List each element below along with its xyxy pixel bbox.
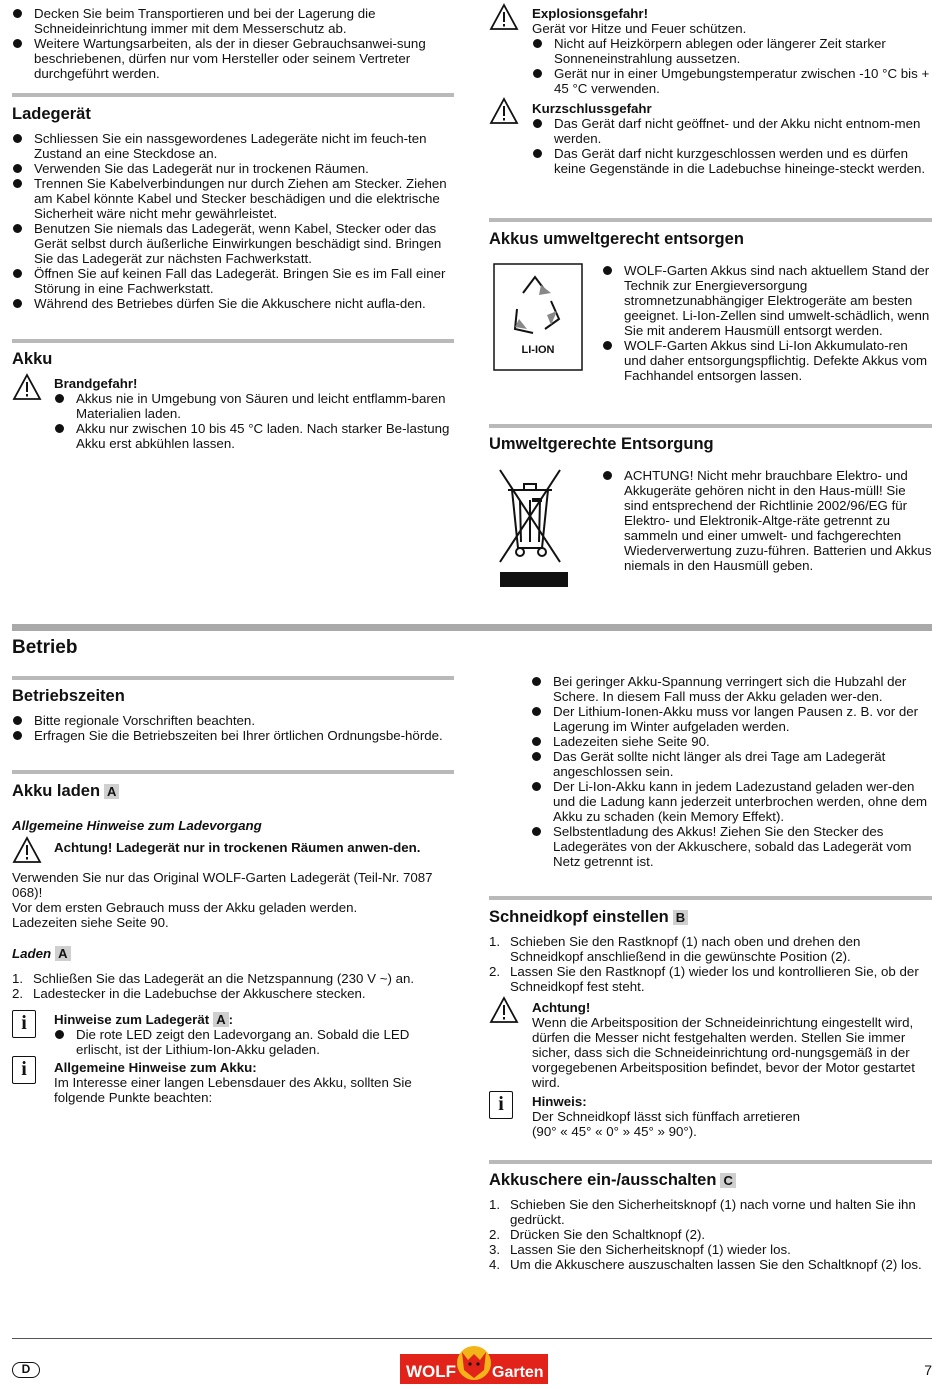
laden-info-text: [12, 870, 454, 930]
list-item: Das Gerät darf nicht geöffnet- und der Akku nicht entnom-men werden.: [532, 116, 934, 146]
subsection-title-allgemeine-hinweise: Allgemeine Hinweise zum Ladevorgang: [12, 818, 262, 833]
schneidkopf-hinweis: [532, 1094, 932, 1139]
warning-triangle-icon: [12, 373, 42, 401]
heading-text: Akku laden: [12, 782, 101, 800]
subsection-title-laden: [12, 946, 71, 961]
list-item: 3. Lassen Sie den Sicherheitsknopf (1) wieder los.: [489, 1242, 791, 1257]
ladegeraet-section: [12, 131, 454, 311]
left-column-top: [12, 6, 452, 81]
explosion-warning: [532, 6, 934, 96]
schneidkopf-step-list: [489, 934, 932, 994]
akku-bullet-list: [54, 391, 454, 451]
umweltgerechte-bullet-list: [602, 468, 932, 573]
hinweis-positions: (90° « 45° « 0° » 45° » 90°).: [532, 1124, 697, 1139]
info-icon: i: [12, 1056, 36, 1084]
list-item: Während des Betriebes dürfen Sie die Akkuschere nicht aufla-den.: [12, 296, 454, 311]
chapter-rule: [12, 624, 932, 631]
laden-step-list: [12, 971, 454, 1001]
list-item: Das Gerät darf nicht kurzgeschlossen werden und es dürfen keine Gegenstände in die Ladebuchse hineinge-steckt werden.: [532, 146, 934, 176]
hinweise-ladegeraet: [54, 1012, 454, 1057]
achtung-title: Achtung!: [532, 1000, 591, 1015]
explosion-bullet-list: [532, 36, 934, 96]
list-item: 1. Schieben Sie den Sicherheitsknopf (1) nach vorne und halten Sie ihn gedrückt.: [489, 1197, 916, 1227]
heading-text: Akkuschere ein-/ausschalten: [489, 1171, 717, 1189]
warning-title: Explosionsgefahr!: [532, 6, 648, 21]
section-rule: [12, 93, 454, 97]
page-number: 7: [924, 1362, 932, 1378]
akku-hinweise-title: Allgemeine Hinweise zum Akku:: [54, 1060, 257, 1075]
warning-triangle-icon: [489, 97, 519, 125]
figure-reference-tag: A: [55, 946, 70, 961]
ladegeraet-bullet-list: [12, 131, 454, 311]
list-item: WOLF-Garten Akkus sind nach aktuellem Stand der Technik zur Energieversorgung stromnetzunabhängiger Elektrogeräte am besten geeignet. Li-Ion-Zellen sind umwelt-schädlich, wenn Sie mit anderem Hausmüll entsorgt werden.: [602, 263, 932, 338]
schneidkopf-steps: [489, 934, 932, 994]
section-title-akku-laden: [12, 781, 119, 801]
list-item: Der Lithium-Ionen-Akku muss vor langen Pausen z. B. vor der Lagerung im Winter aufgeladen werden.: [531, 704, 933, 734]
warning-title: Kurzschlussgefahr: [532, 101, 652, 116]
section-rule: [489, 896, 932, 900]
li-ion-recycling-icon: [493, 263, 583, 371]
figure-reference-tag: C: [720, 1173, 735, 1188]
list-item: Weitere Wartungsarbeiten, als der in dieser Gebrauchsanwei-sung beschriebenen, dürfen nur vom Hersteller oder seinem Vertreter durchgeführt werden.: [12, 36, 452, 81]
section-rule: [12, 339, 454, 343]
list-item: Ladezeiten siehe Seite 90.: [531, 734, 933, 749]
short-circuit-warning: [532, 101, 934, 176]
list-item: Bei geringer Akku-Spannung verringert sich die Hubzahl der Schere. In diesem Fall muss der Akku geladen wer-den.: [531, 674, 933, 704]
hinweis-text: Der Schneidkopf lässt sich fünffach arretieren: [532, 1109, 801, 1124]
akkus-entsorgen-text: [602, 263, 932, 383]
schalten-step-list: [489, 1197, 932, 1272]
list-item: Der Li-Ion-Akku kann in jedem Ladezustand geladen wer-den und die Ladung kann jederzeit unterbrochen werden, ohne dem Akku zu schaden (kein Memory Effekt).: [531, 779, 933, 824]
list-item: 1. Schieben Sie den Rastknopf (1) nach oben und drehen den Schneidkopf anschließend in die gewünschte Position (2).: [489, 934, 861, 964]
list-item: Nicht auf Heizkörpern ablegen oder längerer Zeit starker Sonneneinstrahlung aussetzen.: [532, 36, 934, 66]
list-item: Schliessen Sie ein nassgewordenes Ladegeräte nicht im feuch-ten Zustand an eine Steckdose an.: [12, 131, 454, 161]
section-title-akkus-entsorgen: Akkus umweltgerecht entsorgen: [489, 230, 744, 248]
warning-title: Brandgefahr!: [54, 376, 138, 391]
figure-reference-tag: A: [104, 784, 119, 799]
weee-bin-icon: [490, 462, 570, 590]
short-circuit-bullet-list: [532, 116, 934, 176]
section-rule: [12, 676, 454, 680]
list-item: 2. Drücken Sie den Schaltknopf (2).: [489, 1227, 706, 1242]
section-rule: [489, 218, 932, 222]
logo-garten-text: Garten: [492, 1364, 544, 1381]
intro-bullet-list: [12, 6, 452, 81]
list-item: Trennen Sie Kabelverbindungen nur durch Ziehen am Stecker. Ziehen am Kabel könnte Kabel und Stecker beschädigen und die elektrische Sicherheit wäre nicht mehr gewährleistet.: [12, 176, 454, 221]
list-item: WOLF-Garten Akkus sind Li-Ion Akkumulato-ren und daher entsorgungspflichtig. Defekte Akkus vom Fachhandel entsorgen lassen.: [602, 338, 932, 383]
wolf-garten-logo: [400, 1346, 548, 1386]
list-item: Die rote LED zeigt den Ladevorgang an. Sobald die LED erlischt, ist der Lithium-Ion-Akku geladen.: [54, 1027, 454, 1057]
list-item: Decken Sie beim Transportieren und bei der Lagerung die Schneideinrichtung immer mit dem Messerschutz ab.: [12, 6, 452, 36]
list-item: 1. Schließen Sie das Ladegerät an die Netzspannung (230 V ~) an.: [12, 971, 415, 986]
akku-hinweise: [54, 1060, 454, 1105]
list-item: Akkus nie in Umgebung von Säuren und leicht entflamm-baren Materialien laden.: [54, 391, 454, 421]
betriebszeiten-section: [12, 713, 454, 743]
list-item: Öffnen Sie auf keinen Fall das Ladegerät. Bringen Sie es im Fall einer Störung in eine Fachwerkstatt.: [12, 266, 454, 296]
warning-triangle-icon: [489, 3, 519, 31]
section-title-schneidkopf: [489, 907, 688, 927]
hinweise-title: Hinweise zum Ladegerät A :: [54, 1012, 234, 1027]
recycle-label: LI-ION: [521, 344, 555, 356]
first-use-text: Vor dem ersten Gebrauch muss der Akku geladen werden.: [12, 900, 358, 915]
hinweise-bullet-list: [54, 1027, 454, 1057]
list-item: Akku nur zwischen 10 bis 45 °C laden. Nach starker Be-lastung Akku erst abkühlen lassen.: [54, 421, 454, 451]
section-title-umweltgerechte: Umweltgerechte Entsorgung: [489, 435, 714, 453]
section-rule: [489, 424, 932, 428]
laden-steps: [12, 971, 454, 1001]
section-title-akku: Akku: [12, 350, 53, 368]
umweltgerechte-text: [602, 468, 932, 573]
betriebszeiten-bullet-list: [12, 713, 454, 743]
footer-rule: [12, 1338, 932, 1339]
section-rule: [12, 770, 454, 774]
list-item: Benutzen Sie niemals das Ladegerät, wenn Kabel, Stecker oder das Gerät selbst durch äußerliche Einwirkungen beschädigt sind. Bringen Sie das Ladegerät zur nächsten Fachwerkstatt.: [12, 221, 454, 266]
schneidkopf-achtung: [532, 1000, 932, 1090]
section-rule: [489, 1160, 932, 1164]
section-title-ladegeraet: Ladegerät: [12, 105, 91, 123]
chapter-title-betrieb: Betrieb: [12, 637, 78, 658]
list-item: Gerät nur in einer Umgebungstemperatur zwischen -10 °C bis + 45 °C verwenden.: [532, 66, 934, 96]
hinweis-title: Hinweis:: [532, 1094, 587, 1109]
figure-reference-tag: B: [673, 910, 688, 925]
list-item: 2. Lassen Sie den Rastknopf (1) wieder los und kontrollieren Sie, ob der Schneidkopf fest steht.: [489, 964, 919, 994]
heading-text: Laden: [12, 946, 52, 961]
section-title-akkuschere-schalten: [489, 1170, 736, 1190]
list-item: Bitte regionale Vorschriften beachten.: [12, 713, 454, 728]
list-item: Verwenden Sie das Ladegerät nur in trockenen Räumen.: [12, 161, 454, 176]
warning-triangle-icon: [12, 836, 42, 864]
akku-warning: [54, 376, 454, 451]
akkus-entsorgen-bullet-list: [602, 263, 932, 383]
warning-triangle-icon: [489, 996, 519, 1024]
section-title-betriebszeiten: Betriebszeiten: [12, 687, 125, 705]
akku-tips-section: [531, 674, 933, 869]
akku-hinweise-text: Im Interesse einer langen Lebensdauer des Akku, sollten Sie folgende Punkte beachten:: [54, 1075, 412, 1105]
figure-reference-tag: A: [213, 1012, 228, 1027]
list-item: Erfragen Sie die Betriebszeiten bei Ihrer örtlichen Ordnungsbe-hörde.: [12, 728, 454, 743]
list-item: ACHTUNG! Nicht mehr brauchbare Elektro- und Akkugeräte gehören nicht in den Haus-müll! Sie sind entsprechend der Richtlinie 2002/96/EG für Elektro- und Elektronik-Altge-räte getrennt zu sammeln und einer umwelt- und fachgerechten Wiederverwertung zuzu-führen. Batterien und Akkus niemals in den Hausmüll geben.: [602, 468, 932, 573]
list-item: Selbstentladung des Akkus! Ziehen Sie den Stecker des Ladegerätes von der Akkuschere, sobald das Ladegerät vom Netz getrennt ist.: [531, 824, 933, 869]
ladezeiten-text: Ladezeiten siehe Seite 90.: [12, 915, 169, 930]
info-icon: i: [489, 1091, 513, 1119]
info-icon: i: [12, 1010, 36, 1038]
warning-text: Gerät vor Hitze und Feuer schützen.: [532, 21, 747, 36]
akku-tips-bullet-list: [531, 674, 933, 869]
list-item: 4. Um die Akkuschere auszuschalten lassen Sie den Schaltknopf (2) los.: [489, 1257, 922, 1272]
heading-text: Schneidkopf einstellen: [489, 908, 669, 926]
schalten-steps: [489, 1197, 932, 1272]
country-code-badge: D: [12, 1362, 40, 1378]
original-charger-text: Verwenden Sie nur das Original WOLF-Garten Ladegerät (Teil-Nr. 7087 068)!: [12, 870, 433, 900]
list-item: 2. Ladestecker in die Ladebuchse der Akkuschere stecken.: [12, 986, 366, 1001]
list-item: Das Gerät sollte nicht länger als drei Tage am Ladegerät angeschlossen sein.: [531, 749, 933, 779]
logo-wolf-text: WOLF: [406, 1362, 457, 1381]
achtung-text: Wenn die Arbeitsposition der Schneideinrichtung eingestellt wird, dürfen die Messer nicht festgehalten werden. Stellen Sie immer sicher, dass sich die Schneideinrichtung ord-nungsgemäß in der vorgegebenen Arbeitsposition befindet, bevor der Motor gestartet wird.: [532, 1015, 915, 1090]
achtung-trocken-text: Achtung! Ladegerät nur in trockenen Räumen anwen-den.: [54, 840, 421, 855]
